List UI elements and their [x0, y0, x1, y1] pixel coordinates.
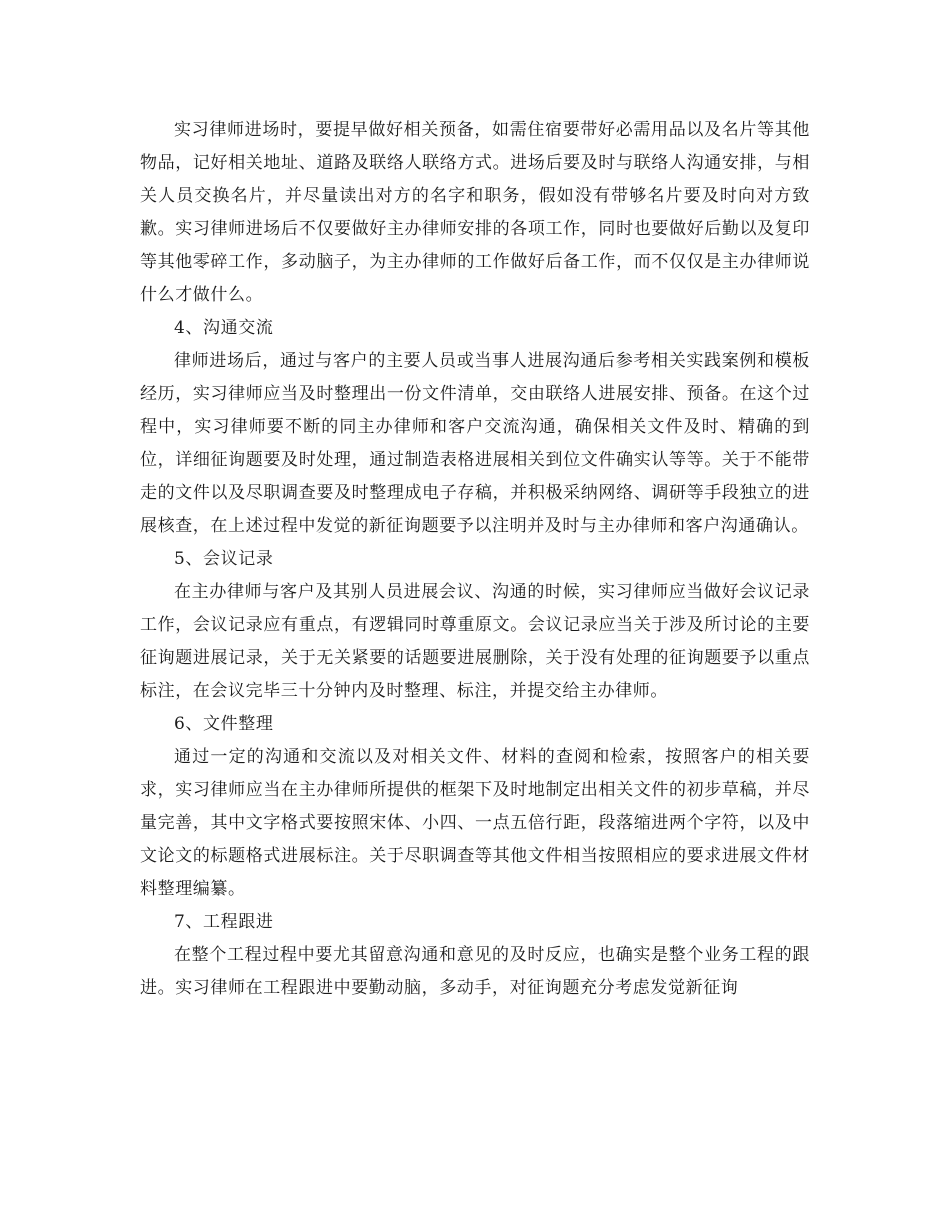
- paragraph-onsite-preparation: 实习律师进场时，要提早做好相关预备，如需住宿要带好必需用品以及名片等其他物品，记好相关地址、道路及联络人联络方式。进场后要及时与联络人沟通安排，与相关人员交换名片，并尽量读出对方的名字和职务，假如没有带够名片要及时向对方致歉。实习律师进场后不仅要做好主办律师安排的各项工作，同时也要做好后勤以及复印等其他零碎工作，多动脑子，为主办律师的工作做好后备工作，而不仅仅是主办律师说什么才做什么。: [140, 120, 810, 305]
- section-heading-meeting-minutes: 5、会议记录: [174, 549, 274, 569]
- document-body: [140, 114, 810, 1005]
- paragraph-meeting-minutes: 在主办律师与客户及其别人员进展会议、沟通的时候，实习律师应当做好会议记录工作，会议记录应有重点，有逻辑同时尊重原文。会议记录应当关于涉及所讨论的主要征询题进展记录，关于无关紧要的话题要进展删除，关于没有处理的征询题要予以重点标注，在会议完毕三十分钟内及时整理、标注，并提交给主办律师。: [140, 582, 810, 701]
- paragraph-communication: 律师进场后，通过与客户的主要人员或当事人进展沟通后参考相关实践案例和模板经历，实习律师应当及时整理出一份文件清单，交由联络人进展安排、预备。在这个过程中，实习律师要不断的同主办律师和客户交流沟通，确保相关文件及时、精确的到位，详细征询题要及时处理，通过制造表格进展相关到位文件确实认等等。关于不能带走的文件以及尽职调查要及时整理成电子存稿，并积极采纳网络、调研等手段独立的进展核查，在上述过程中发觉的新征询题要予以注明并及时与主办律师和客户沟通确认。: [140, 351, 810, 536]
- paragraph-project-follow-up: 在整个工程过程中要尤其留意沟通和意见的及时反应，也确实是整个业务工程的跟进。实习律师在工程跟进中要勤动脑，多动手，对征询题充分考虑发觉新征询: [140, 945, 810, 998]
- section-heading-project-follow-up: 7、工程跟进: [174, 912, 274, 932]
- section-heading-document-drafting: 6、文件整理: [174, 714, 274, 734]
- paragraph-document-drafting: 通过一定的沟通和交流以及对相关文件、材料的查阅和检索，按照客户的相关要求，实习律师应当在主办律师所提供的框架下及时地制定出相关文件的初步草稿，并尽量完善，其中文字格式要按照宋体、小四、一点五倍行距，段落缩进两个字符，以及中文论文的标题格式进展标注。关于尽职调查等其他文件相当按照相应的要求进展文件材料整理编纂。: [140, 747, 810, 899]
- section-heading-communication: 4、沟通交流: [174, 318, 274, 338]
